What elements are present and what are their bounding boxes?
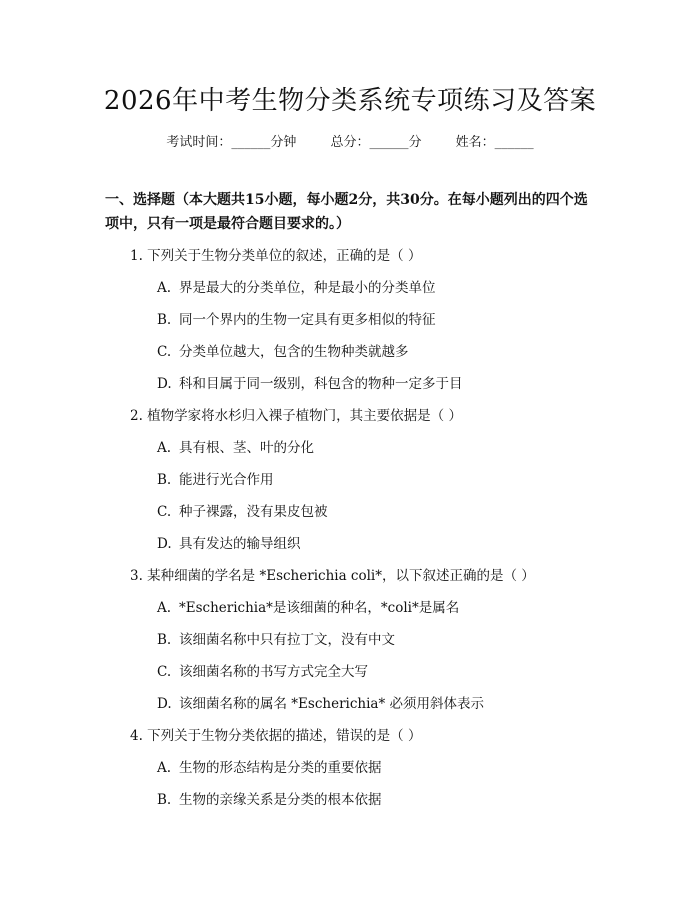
question-1-option-c[interactable]: C. 分类单位越大，包含的生物种类就越多: [157, 344, 409, 360]
question-3-option-b[interactable]: B. 该细菌名称中只有拉丁文，没有中文: [157, 632, 395, 648]
question-3-option-a[interactable]: A. *Escherichia*是该细菌的种名，*coli*是属名: [157, 600, 460, 616]
question-2-option-a[interactable]: A. 具有根、茎、叶的分化: [157, 440, 314, 456]
question-2-option-d[interactable]: D. 具有发达的输导组织: [157, 536, 301, 552]
section-heading: 一、选择题（本大题共15小题，每小题2分，共30分。在每小题列出的四个选项中，只有一项是最符合题目要求的。）: [105, 192, 588, 232]
student-name: 姓名：______: [455, 135, 534, 150]
exam-info: [0, 131, 700, 150]
question-3-option-d[interactable]: D. 该细菌名称的属名 *Escherichia* 必须用斜体表示: [157, 696, 485, 712]
exam-score: 总分：______分: [330, 135, 422, 150]
question-3-option-c[interactable]: C. 该细菌名称的书写方式完全大写: [157, 664, 368, 680]
question-2-option-b[interactable]: B. 能进行光合作用: [157, 472, 274, 488]
question-2: 2. 植物学家将水杉归入裸子植物门，其主要依据是（ ）: [130, 408, 462, 424]
question-4-option-a[interactable]: A. 生物的形态结构是分类的重要依据: [157, 760, 382, 776]
question-4-option-b[interactable]: B. 生物的亲缘关系是分类的根本依据: [157, 792, 382, 808]
page-title: 2026年中考生物分类系统专项练习及答案: [103, 86, 597, 116]
question-3: 3. 某种细菌的学名是 *Escherichia coli*，以下叙述正确的是（ ）: [130, 568, 535, 584]
question-1: 1. 下列关于生物分类单位的叙述，正确的是（ ）: [130, 248, 422, 264]
exam-time: 考试时间：______分钟: [166, 135, 297, 150]
question-4: 4. 下列关于生物分类依据的描述，错误的是（ ）: [130, 728, 422, 744]
question-2-option-c[interactable]: C. 种子裸露，没有果皮包被: [157, 504, 328, 520]
question-1-option-d[interactable]: D. 科和目属于同一级别，科包含的物种一定多于目: [157, 376, 463, 392]
question-1-option-a[interactable]: A. 界是最大的分类单位，种是最小的分类单位: [157, 280, 436, 296]
question-1-option-b[interactable]: B. 同一个界内的生物一定具有更多相似的特征: [157, 312, 436, 328]
